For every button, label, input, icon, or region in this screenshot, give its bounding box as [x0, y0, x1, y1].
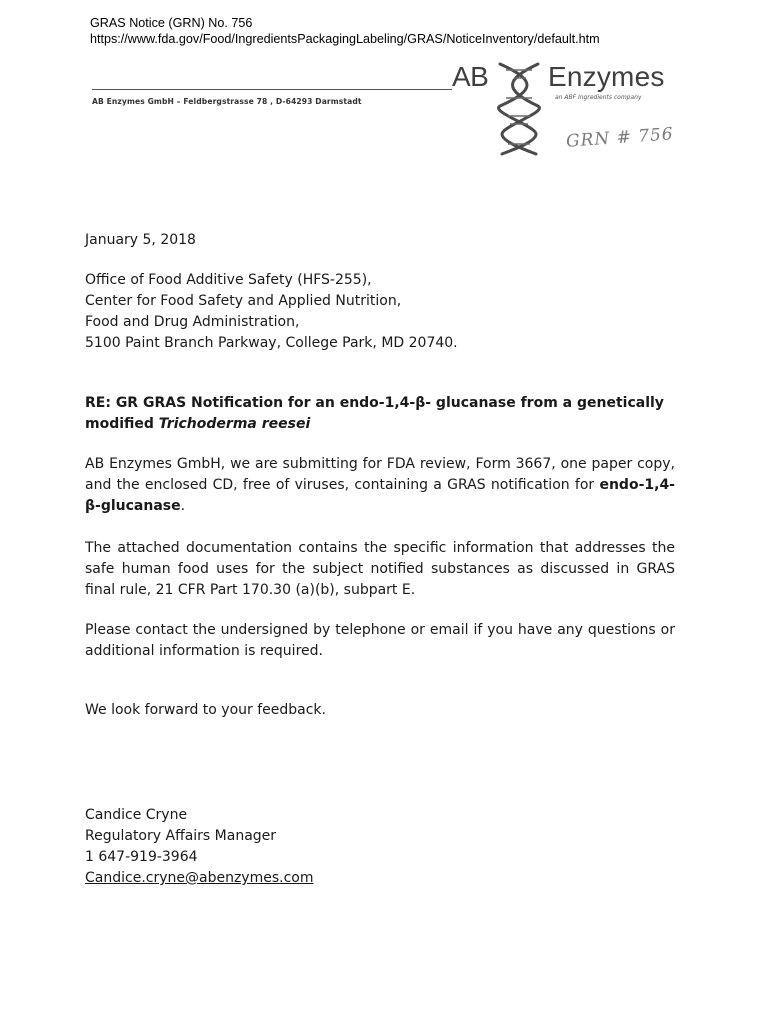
paragraph-text: AB Enzymes GmbH, we are submitting for FDA review, Form 3667, one paper copy, and the enclosed CD, free of viruses, containing a GRAS notification for [85, 456, 675, 493]
signer-email-link[interactable]: Candice.cryne@abenzymes.com [85, 870, 314, 886]
enzyme-name: endo-1,4-β-glucanase [85, 477, 675, 514]
signer-name: Candice Cryne [85, 807, 188, 823]
recipient-line: Center for Food Safety and Applied Nutrition, [85, 293, 402, 309]
logo-text-enzymes: Enzymes [548, 61, 665, 92]
paragraph-closing: We look forward to your feedback. [85, 702, 326, 718]
sender-address: AB Enzymes GmbH – Feldbergstrasse 78 , D-64293 Darmstadt [92, 97, 362, 106]
logo-tagline: an ABF Ingredients company [555, 94, 642, 101]
paragraph-end: . [180, 498, 186, 514]
signature-block [85, 805, 675, 889]
recipient-address [85, 270, 675, 354]
logo-text-ab: AB [452, 61, 489, 92]
recipient-line: Office of Food Additive Safety (HFS-255), [85, 272, 372, 288]
letter-date: January 5, 2018 [85, 232, 196, 248]
recipient-line: Food and Drug Administration, [85, 314, 300, 330]
subject-text: RE: GR GRAS Notification for an endo-1,4-β- glucanase from a genetically modified [85, 395, 664, 432]
recipient-line: 5100 Paint Branch Parkway, College Park, MD 20740. [85, 335, 458, 351]
handwritten-grn-note: GRN # 756 [565, 124, 675, 152]
paragraph-contact: Please contact the undersigned by telephone or email if you have any questions or additional information is required. [85, 622, 675, 659]
subject-species: Trichoderma reesei [158, 416, 311, 432]
paragraph-documentation: The attached documentation contains the specific information that addresses the safe human food uses for the subject notified substances as discussed in GRAS final rule, 21 CFR Part 170.30 (a)(b), subpart E. [85, 540, 675, 598]
notice-title: GRAS Notice (GRN) No. 756 [90, 16, 253, 30]
signer-title: Regulatory Affairs Manager [85, 828, 277, 844]
subject-line [85, 393, 675, 435]
helix-logo-icon [492, 60, 548, 156]
notice-url: https://www.fda.gov/Food/IngredientsPackagingLabeling/GRAS/NoticeInventory/default.htm [90, 32, 600, 46]
signer-phone: 1 647-919-3964 [85, 849, 198, 865]
letterhead-rule [92, 89, 452, 90]
paragraph-submission [85, 454, 675, 517]
